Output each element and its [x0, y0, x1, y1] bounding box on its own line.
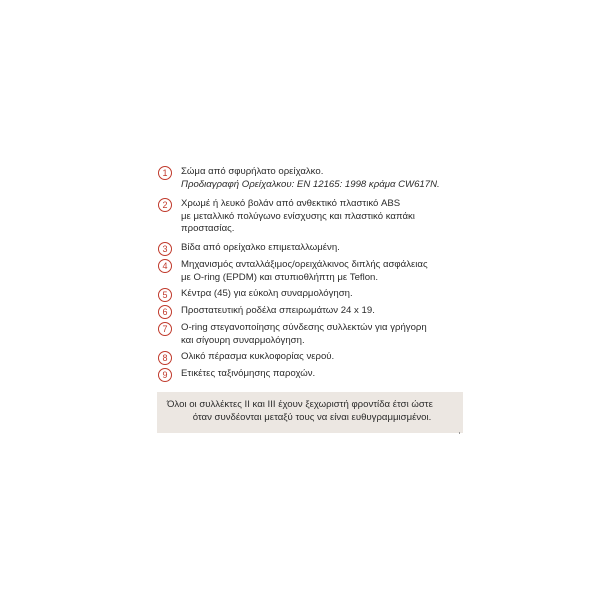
item-text: [181, 166, 459, 191]
item-number-badge: 4: [158, 259, 172, 273]
features-panel: [145, 150, 463, 452]
item-number-badge: 3: [158, 242, 172, 256]
item-text: [181, 288, 459, 301]
item-line: Σώμα από σφυρήλατο ορείχαλκο.: [181, 166, 324, 177]
item-text: [181, 351, 459, 364]
item-line: Ετικέτες ταξινόμησης παροχών.: [181, 368, 316, 379]
item-specification: Προδιαγραφή Ορείχαλκου: EN 12165: 1998 κράμα CW617N.: [181, 178, 440, 190]
decorative-dot: [459, 432, 460, 434]
item-number-badge: 9: [158, 368, 172, 382]
item-text: [181, 322, 459, 347]
item-line: Μηχανισμός ανταλλάξιμος/ορειχάλκινος διπλής ασφάλειας: [181, 259, 428, 270]
item-text: [181, 198, 459, 236]
item-line: με μεταλλικό πολύγωνο ενίσχυσης και πλαστικό καπάκι: [181, 210, 415, 222]
item-number-badge: 1: [158, 166, 172, 180]
item-line: Κέντρα (45) για εύκολη συναρμολόγηση.: [181, 288, 353, 299]
note-line: Όλοι οι συλλέκτες II και III έχουν ξεχωριστή φροντίδα έτσι ώστε: [167, 399, 433, 410]
item-number-badge: 7: [158, 322, 172, 336]
item-number-badge: 5: [158, 288, 172, 302]
item-line: O-ring στεγανοποίησης σύνδεσης συλλεκτών για γρήγορη: [181, 322, 427, 333]
item-number-badge: 6: [158, 305, 172, 319]
note-line: όταν συνδέονται μεταξύ τους να είναι ευθυγραμμισμένοι.: [192, 411, 432, 423]
item-text: [181, 242, 459, 255]
item-text: [181, 368, 459, 381]
item-text: [181, 305, 459, 318]
item-number-badge: 8: [158, 351, 172, 365]
item-line: και σίγουρη συναρμολόγηση.: [181, 334, 305, 346]
item-line: Βίδα από ορείχαλκο επιμεταλλωμένη.: [181, 242, 340, 253]
item-line: Χρωμέ ή λευκό βολάν από ανθεκτικό πλαστικό ABS: [181, 198, 401, 209]
alignment-note: [157, 392, 463, 433]
item-line: προστασίας.: [181, 223, 235, 234]
item-line: με O-ring (EPDM) και στυπιοθλήπτη με Teflon.: [181, 271, 379, 283]
item-number-badge: 2: [158, 198, 172, 212]
item-line: Προστατευτική ροδέλα σπειρωμάτων 24 x 19.: [181, 305, 375, 316]
item-line: Ολικό πέρασμα κυκλοφορίας νερού.: [181, 351, 335, 362]
item-text: [181, 259, 459, 284]
